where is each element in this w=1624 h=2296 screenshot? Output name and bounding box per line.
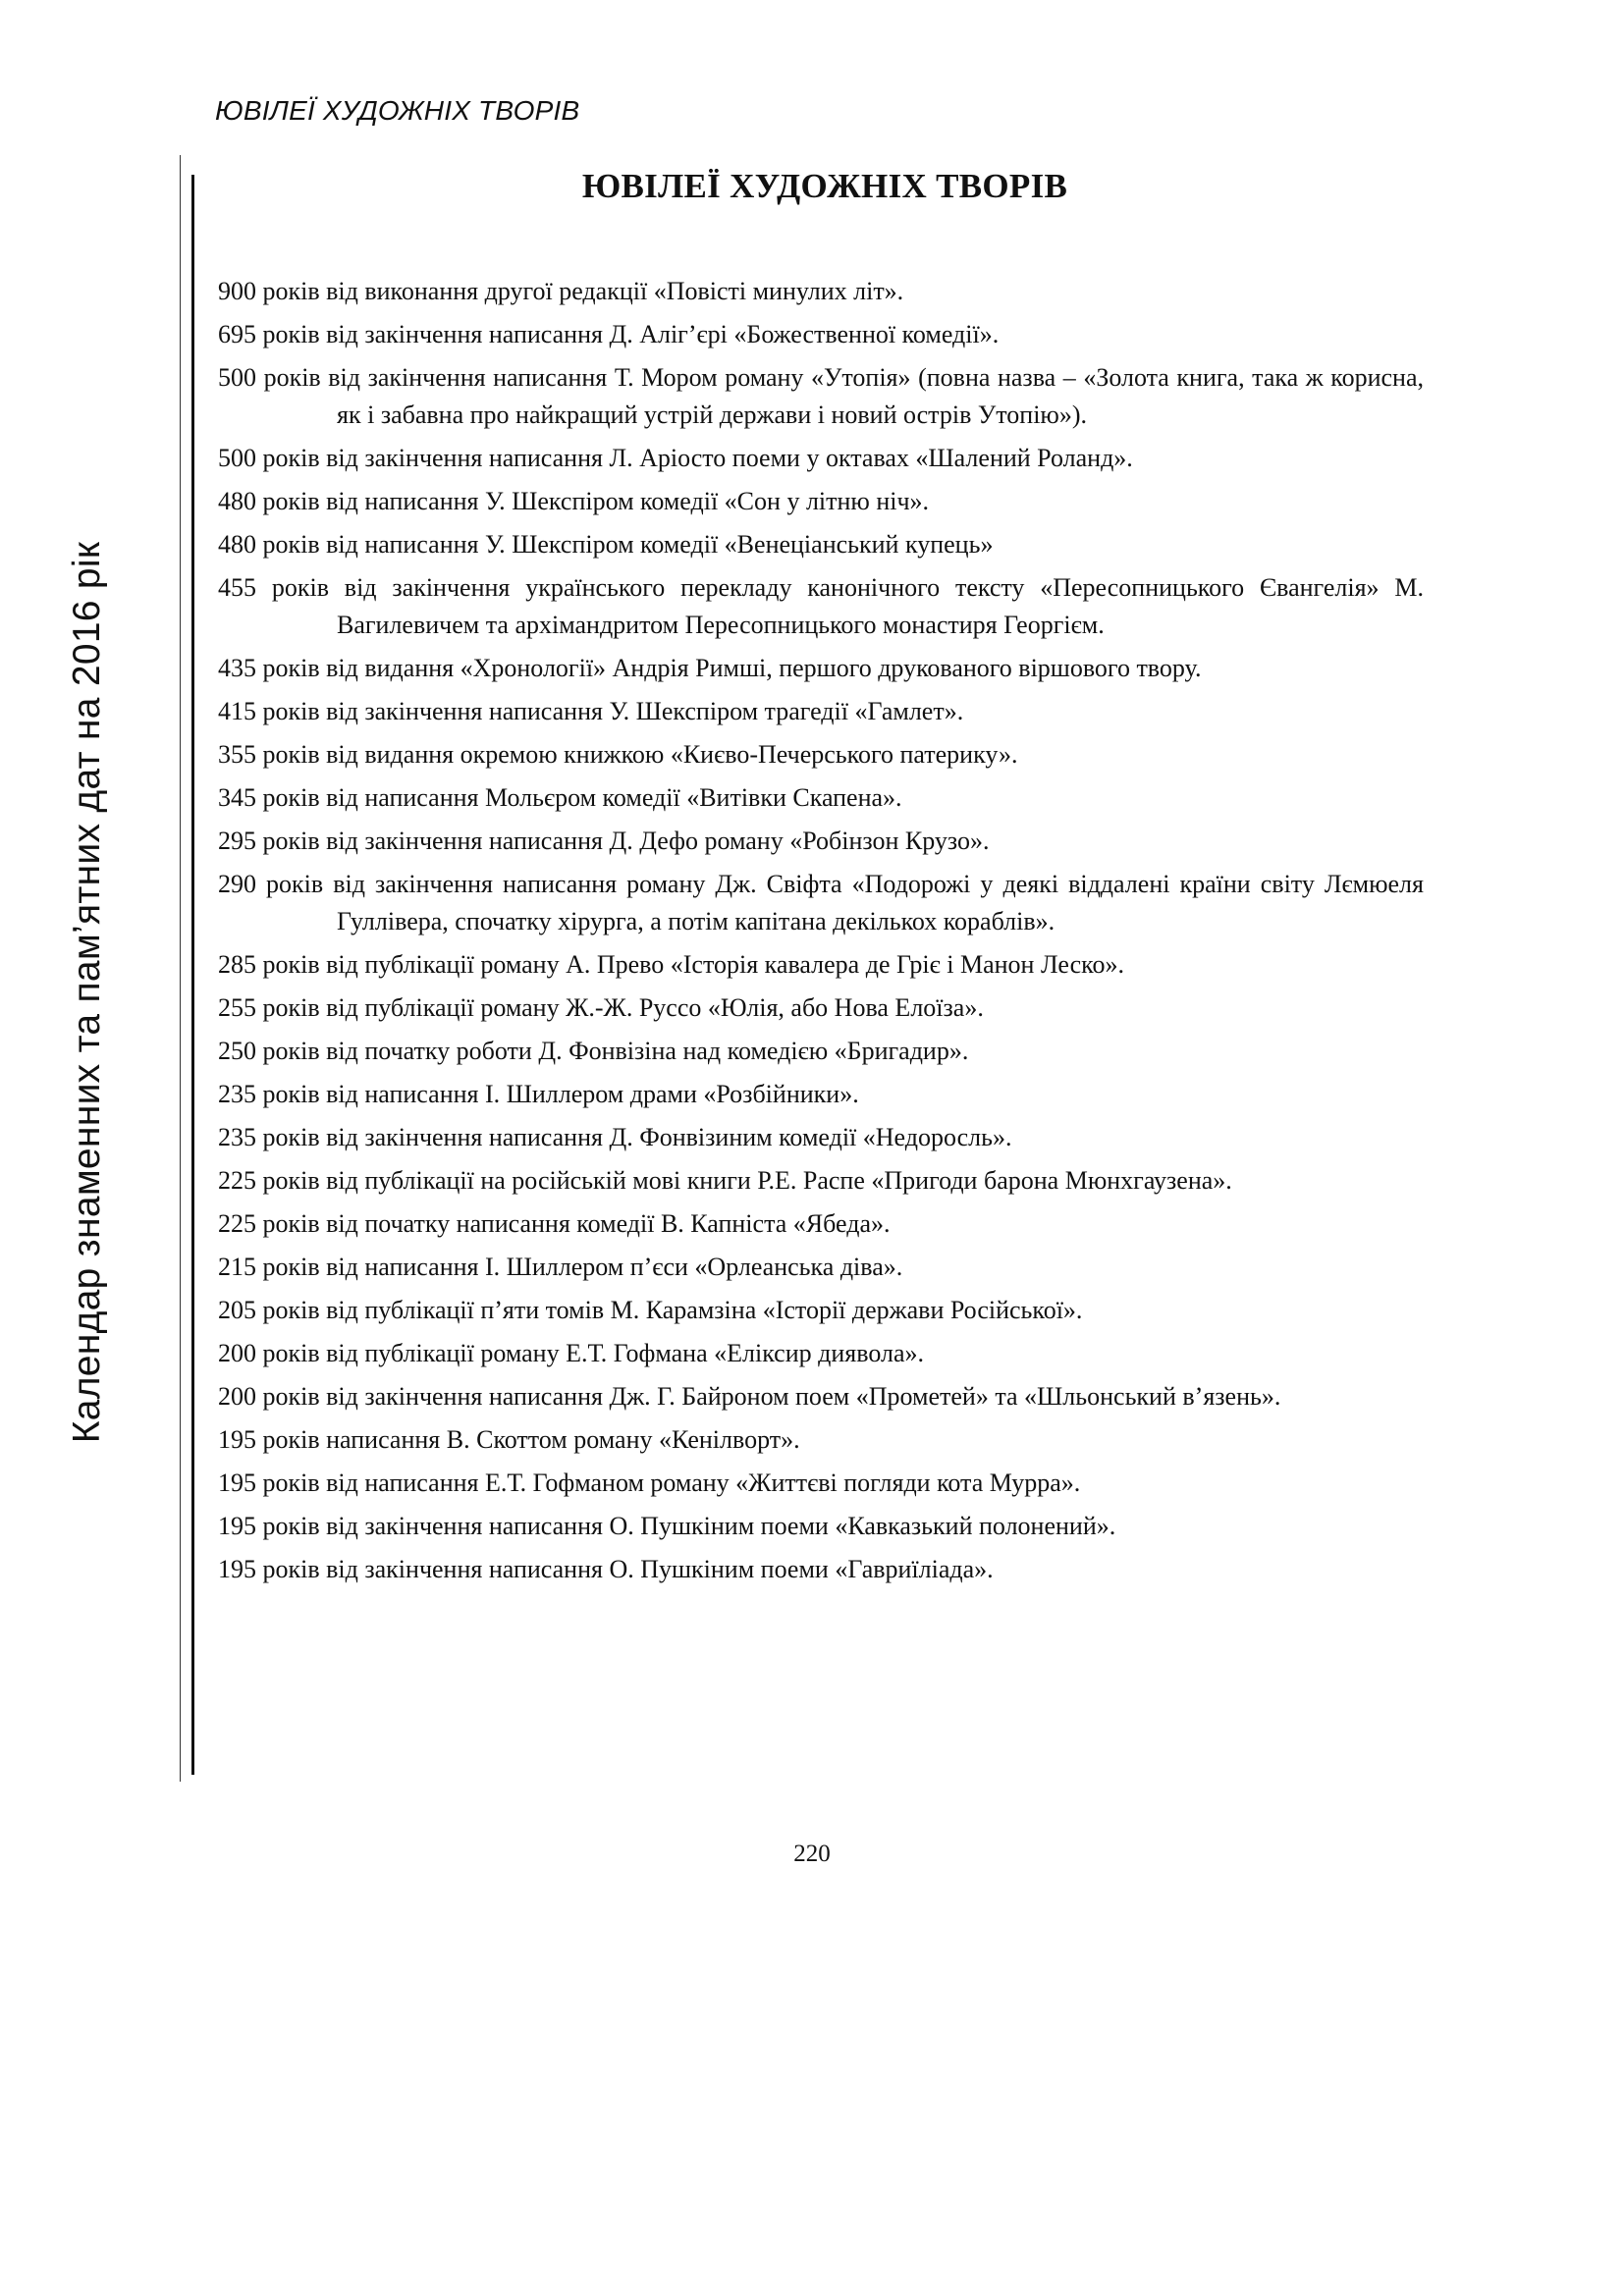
list-item: 200 років від публікації роману Е.Т. Гофмана «Еліксир диявола». xyxy=(218,1339,924,1367)
list-item: 290 років від закінчення написання роману Дж. Свіфта «Подорожі у деякі віддалені країни світу Лємюеля Гуллівера, спочатку хірурга, а потім капітана декількох кораблів». xyxy=(218,870,1424,935)
list-item: 285 років від публікації роману А. Прево «Історія кавалера де Гріє і Манон Леско». xyxy=(218,950,1124,979)
list-item: 500 років від закінчення написання Т. Мором роману «Утопія» (повна назва – «Золота книга, така ж корисна, як і забавна про найкращий устрій держави і новий острів Утопію»). xyxy=(218,363,1424,429)
list-item: 205 років від публікації п’яти томів М. Карамзіна «Історії держави Російської». xyxy=(218,1296,1083,1324)
list-item: 900 років від виконання другої редакції «Повісті минулих літ». xyxy=(218,277,904,305)
margin-rule-thin xyxy=(180,155,181,1782)
list-item: 195 років від закінчення написання О. Пушкіним поеми «Гавриїліада». xyxy=(218,1555,994,1583)
list-item: 255 років від публікації роману Ж.-Ж. Руссо «Юлія, або Нова Елоїза». xyxy=(218,993,984,1022)
page-number: 220 xyxy=(793,1841,831,1867)
list-item: 345 років від написання Мольєром комедії «Витівки Скапена». xyxy=(218,783,902,812)
list-item: 195 років від закінчення написання О. Пушкіним поеми «Кавказький полонений». xyxy=(218,1512,1116,1540)
list-item: 195 років від написання Е.Т. Гофманом роману «Життєві погляди кота Мурра». xyxy=(218,1468,1081,1497)
running-header: ЮВІЛЕЇ ХУДОЖНІХ ТВОРІВ xyxy=(215,95,580,126)
list-item: 225 років від публікації на російській мові книги Р.Е. Распе «Пригоди барона Мюнхгаузена». xyxy=(218,1166,1232,1195)
list-item: 295 років від закінчення написання Д. Дефо роману «Робінзон Крузо». xyxy=(218,827,990,855)
list-item: 355 років від видання окремою книжкою «Києво-Печерського патерику». xyxy=(218,740,1018,769)
list-item: 480 років від написання У. Шекспіром комедії «Венеціанський купець» xyxy=(218,530,994,559)
list-item: 695 років від закінчення написання Д. Аліг’єрі «Божественної комедії». xyxy=(218,320,1000,348)
list-item: 225 років від початку написання комедії В. Капніста «Ябеда». xyxy=(218,1209,891,1238)
list-item: 250 років від початку роботи Д. Фонвізіна над комедією «Бригадир». xyxy=(218,1037,969,1065)
list-item: 480 років від написання У. Шекспіром комедії «Сон у літню ніч». xyxy=(218,487,930,515)
list-item: 455 років від закінчення українського перекладу канонічного тексту «Пересопницького Євангелія» М. Вагилевичем та архімандритом Пересопницького монастиря Георгієм. xyxy=(218,573,1424,639)
anniversary-list xyxy=(218,273,1424,1594)
side-title: Календар знаменних та пам’ятних дат на 2016 рік xyxy=(66,541,108,1444)
list-item: 415 років від закінчення написання У. Шекспіром трагедії «Гамлет». xyxy=(218,697,964,725)
list-item: 500 років від закінчення написання Л. Аріосто поеми у октавах «Шалений Роланд». xyxy=(218,444,1133,472)
list-item: 200 років від закінчення написання Дж. Г. Байроном поем «Прометей» та «Шльонський в’язень». xyxy=(218,1382,1281,1411)
margin-rule-thick xyxy=(191,175,194,1775)
list-item: 235 років від написання І. Шиллером драми «Розбійники». xyxy=(218,1080,859,1108)
list-item: 215 років від написання І. Шиллером п’єси «Орлеанська діва». xyxy=(218,1253,903,1281)
list-item: 195 років написання В. Скоттом роману «Кенілворт». xyxy=(218,1425,800,1454)
list-item: 235 років від закінчення написання Д. Фонвізиним комедії «Недоросль». xyxy=(218,1123,1012,1151)
page-title: ЮВІЛЕЇ ХУДОЖНІХ ТВОРІВ xyxy=(581,167,1068,205)
list-item: 435 років від видання «Хронології» Андрія Римші, першого друкованого віршового твору. xyxy=(218,654,1202,682)
